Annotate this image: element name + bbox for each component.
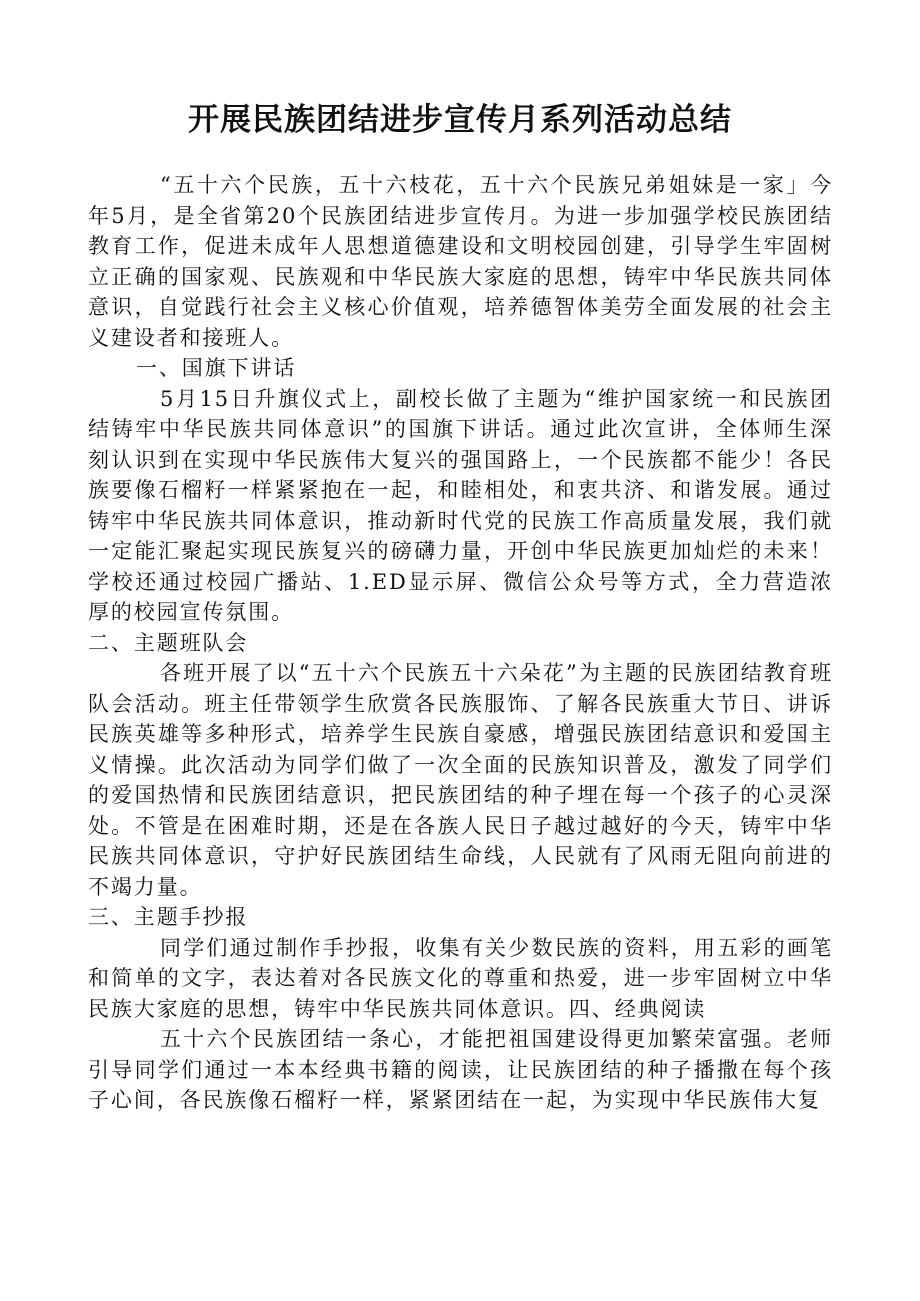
- section-heading-handwritten-paper: 三、主题手抄报: [88, 905, 249, 929]
- flag-speech-paragraph: 5月15日升旗仪式上，副校长做了主题为“维护国家统一和民族团结铸牢中华民族共同体意识”的国旗下讲话。通过此次宣讲，全体师生深刻认识到在实现中华民族伟大复兴的强国路上，一个民族都不能少！各民族要像石榴籽一样紧紧抱在一起，和睦相处，和衷共济、和谐发展。通过铸牢中华民族共同体意识，推动新时代党的民族工作高质量发展，我们就一定能汇聚起实现民族复兴的磅礴力量，开创中华民族更加灿烂的未来！学校还通过校园广播站、1.ED显示屏、微信公众号等方式，全力营造浓厚的校园宣传氛围。: [88, 386, 833, 624]
- document-title: 开展民族团结进步宣传月系列活动总结: [188, 102, 732, 138]
- intro-paragraph: “五十六个民族，五十六枝花，五十六个民族兄弟姐妹是一家」今年5月，是全省第20个民族团结进步宣传月。为进一步加强学校民族团结教育工作，促进未成年人思想道德建设和文明校园创建，引导学生牢固树立正确的国家观、民族观和中华民族大家庭的思想，铸牢中华民族共同体意识，自觉践行社会主义核心价值观，培养德智体美劳全面发展的社会主义建设者和接班人。: [88, 173, 833, 350]
- section-heading-class-meeting: 二、主题班队会: [88, 630, 249, 655]
- section-heading-flag-speech: 一、国旗下讲话: [136, 356, 297, 380]
- document-body: [88, 170, 833, 1116]
- class-meeting-paragraph: 各班开展了以“五十六个民族五十六朵花”为主题的民族团结教育班队会活动。班主任带领学生欣赏各民族服饰、了解各民族重大节日、讲诉民族英雄等多种形式，培养学生民族自豪感，增强民族团结意识和爱国主义情操。此次活动为同学们做了一次全面的民族知识普及，激发了同学们的爱国热情和民族团结意识，把民族团结的种子埋在每一个孩子的心灵深处。不管是在困难时期，还是在各族人民日子越过越好的今天，铸牢中华民族共同体意识，守护好民族团结生命线，人民就有了风雨无阻向前进的不竭力量。: [88, 661, 833, 899]
- handwritten-paper-paragraph: 同学们通过制作手抄报，收集有关少数民族的资料，用五彩的画笔和简单的文字，表达着对各民族文化的尊重和热爱，进一步牢固树立中华民族大家庭的思想，铸牢中华民族共同体意识。四、经典阅读: [88, 935, 833, 1021]
- classic-reading-paragraph: 五十六个民族团结一条心，才能把祖国建设得更加繁荣富强。老师引导同学们通过一本本经典书籍的阅读，让民族团结的种子播撒在每个孩子心间，各民族像石榴籽一样，紧紧团结在一起，为实现中华民族伟大复: [88, 1027, 833, 1112]
